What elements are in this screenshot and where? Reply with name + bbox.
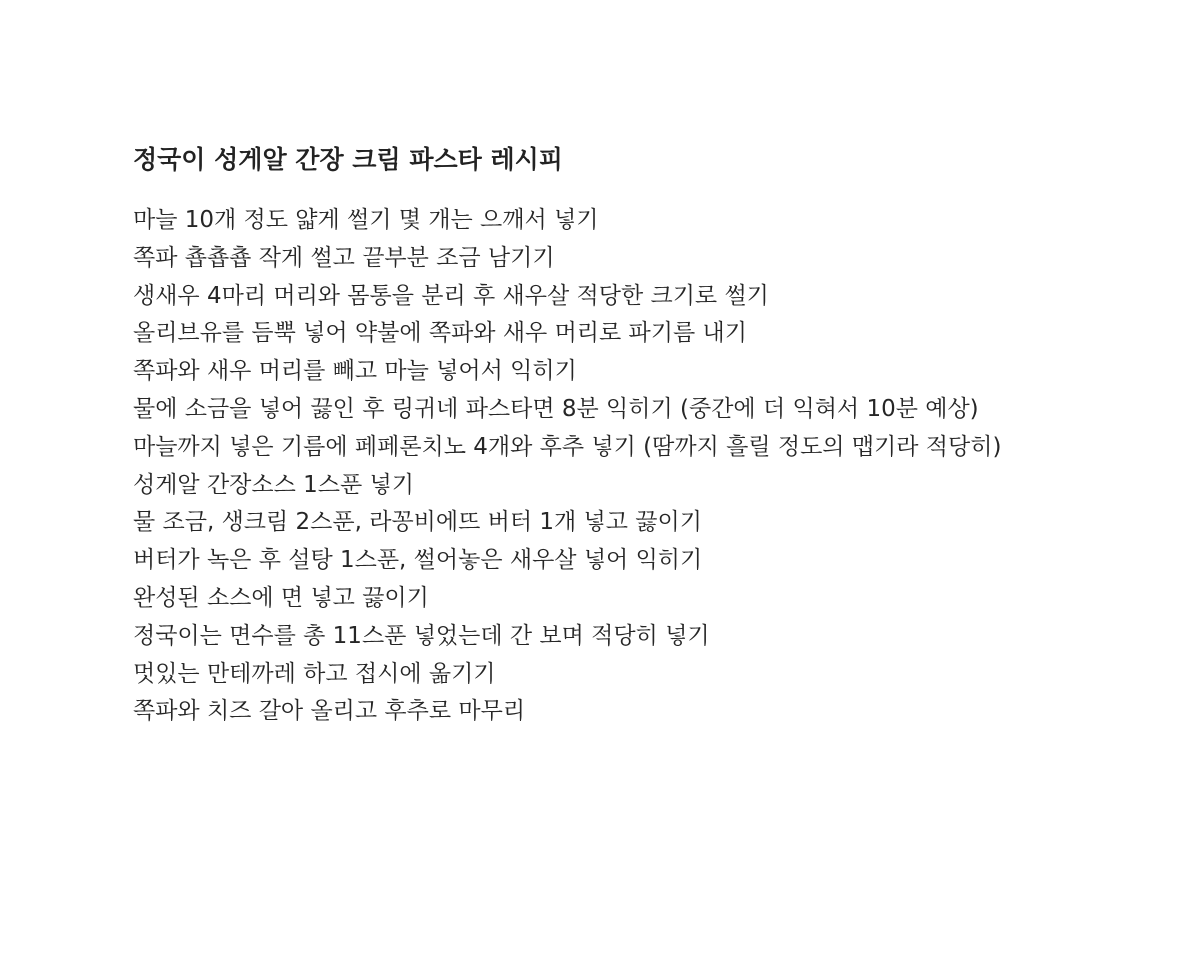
- recipe-step-9: 물 조금, 생크림 2스푼, 라꽁비에뜨 버터 1개 넣고 끓이기: [133, 509, 702, 536]
- recipe-step-13: 멋있는 만테까레 하고 접시에 옮기기: [133, 660, 496, 687]
- recipe-step-11: 완성된 소스에 면 넣고 끓이기: [133, 584, 429, 611]
- recipe-step-8: 성게알 간장소스 1스푼 넣기: [133, 471, 414, 498]
- recipe-step-1: 마늘 10개 정도 얇게 썰기 몇 개는 으깨서 넣기: [133, 207, 599, 233]
- recipe-step-14: 쪽파와 치즈 갈아 올리고 후추로 마무리: [133, 698, 526, 725]
- recipe-title: 정국이 성게알 간장 크림 파스타 레시피: [133, 145, 563, 174]
- recipe-step-5: 쪽파와 새우 머리를 빼고 마늘 넣어서 익히기: [133, 358, 577, 385]
- recipe-step-6: 물에 소금을 넣어 끓인 후 링귀네 파스타면 8분 익히기 (중간에 더 익혀서 10분 예상): [133, 395, 979, 422]
- recipe-step-2: 쪽파 춉춉춉 작게 썰고 끝부분 조금 남기기: [133, 244, 555, 271]
- recipe-step-10: 버터가 녹은 후 설탕 1스푼, 썰어놓은 새우살 넣어 익히기: [133, 547, 703, 574]
- recipe-step-7: 마늘까지 넣은 기름에 페페론치노 4개와 후추 넣기 (땀까지 흘릴 정도의 맵기라 적당히): [133, 433, 1002, 460]
- recipe-steps: [133, 202, 1001, 731]
- recipe-step-12: 정국이는 면수를 총 11스푼 넣었는데 간 보며 적당히 넣기: [133, 622, 710, 649]
- recipe-step-3: 생새우 4마리 머리와 몸통을 분리 후 새우살 적당한 크기로 썰기: [133, 282, 769, 309]
- recipe-step-4: 올리브유를 듬뿍 넣어 약불에 쪽파와 새우 머리로 파기름 내기: [133, 320, 747, 347]
